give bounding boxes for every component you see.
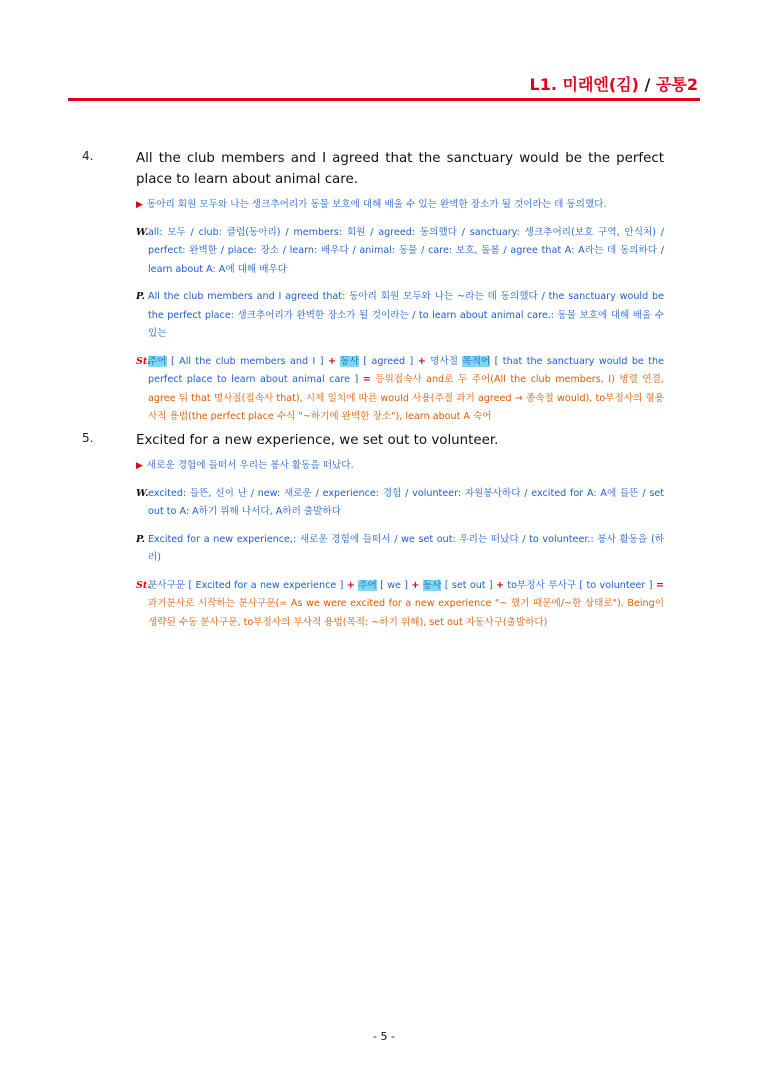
sentence-item-4 [82, 148, 664, 427]
triangle-bullet-icon: ▶ [136, 461, 143, 471]
structure-label-noun-clause: 명사절 [430, 355, 458, 367]
phrases-section [136, 531, 664, 568]
header-separator: / [644, 75, 651, 94]
structure-label-subject: 주어 [358, 579, 377, 591]
words-section [136, 485, 664, 522]
translation-text: 동아리 회원 모두와 나는 생크추어리가 동물 보호에 대해 배울 수 있는 완벽한 장소가 될 것이라는 데 동의했다. [146, 199, 607, 210]
phrases-text: All the club members and I agreed that: 동아리 회원 모두와 나는 ~라는 데 동의했다 / the sanctuary would be the perfect place: 생크추어리가 완벽한 장소가 될 것이라는 / to learn about animal care.: 동물 보호에 대해 배울 수 있는 [148, 291, 664, 339]
english-sentence: All the club members and I agreed that the sanctuary would be the perfect place to learn about animal care. [136, 151, 664, 187]
structure-explanation: 과거분사로 시작하는 분사구문(= As we were excited for a new experience "~ 했기 때문에/~한 상태로"). Being이 생략된 수동 분사구문, to부정사의 부사적 용법(목적: ~하기 위해), set out 자동사구(출발하다) [148, 598, 664, 628]
page-header [530, 72, 698, 95]
structure-bracket: [ agreed ] [363, 355, 414, 367]
words-text: excited: 들뜬, 신이 난 / new: 새로운 / experience: 경험 / volunteer: 자원봉사하다 / excited for A: A에 들뜬 / set out to A: A하기 위해 나서다, A하러 출발하다 [148, 487, 664, 517]
structure-label-subject: 주어 [148, 355, 167, 367]
words-text: all: 모두 / club: 클럽(동아리) / members: 회원 / agreed: 동의했다 / sanctuary: 생크추어리(보호 구역, 안식처) / perfect: 완벽한 / place: 장소 / learn: 배우다 / animal: 동물 / care: 보호, 돌봄 / agree that A: A라는 데 동의하다 / learn about A: A에 대해 배우다 [148, 226, 664, 275]
structure-bracket: [ Excited for a new experience ] [188, 579, 344, 591]
phrases-section [136, 288, 664, 344]
structure-label-object: 목적어 [462, 355, 491, 367]
words-tag: W. [136, 226, 149, 238]
structure-tag: St. [136, 579, 151, 591]
structure-bracket: [ set out ] [444, 579, 493, 591]
plus-sign: + [417, 355, 426, 367]
translation [136, 457, 664, 476]
phrases-tag: P. [136, 291, 145, 302]
words-tag: W. [136, 487, 149, 499]
structure-bracket: [ All the club members and I ] [170, 355, 324, 367]
lesson-number: L1. [529, 75, 557, 94]
translation [136, 196, 664, 215]
plus-sign: + [411, 579, 420, 591]
structure-section [136, 577, 664, 633]
translation-text: 새로운 경험에 들떠서 우리는 봉사 활동을 떠났다. [146, 460, 354, 471]
structure-bracket: [ we ] [380, 579, 409, 591]
structure-bracket: [ that the sanctuary would be the perfect place to learn about animal care ] [148, 355, 664, 385]
plus-sign: + [496, 579, 505, 591]
structure-explanation: 등위접속사 and로 두 주어(All the club members, I) 병렬 연결, agree 뒤 that 명사절(접속사 that), 시제 일치에 따른 would 사용(주절 과거 agreed → 종속절 would), to부정사의 형용사적 용법(the perfect place 수식 "~하기에 완벽한 장소"), learn about A 숙어 [148, 374, 664, 422]
phrases-tag: P. [136, 533, 145, 545]
page-number: - 5 - [373, 1030, 395, 1043]
sentence-item-5 [82, 430, 664, 632]
structure-label-participle: 분사구문 [148, 579, 186, 591]
structure-label-verb: 동사 [340, 355, 359, 367]
triangle-bullet-icon: ▶ [136, 200, 143, 210]
header-rule [68, 98, 700, 101]
item-number: 5. [82, 431, 94, 445]
structure-section [136, 353, 664, 427]
words-section [136, 224, 664, 280]
equals-sign: = [362, 374, 371, 385]
structure-label-verb: 동사 [422, 579, 442, 591]
publisher-name: 미래엔(김) [562, 75, 639, 94]
item-number: 4. [82, 149, 94, 163]
plus-sign: + [346, 579, 355, 591]
structure-bracket: [ to volunteer ] [579, 579, 653, 591]
phrases-text: Excited for a new experience,: 새로운 경험에 들떠서 / we set out: 우리는 떠났다 / to volunteer.: 봉사 활동을 (하러) [148, 533, 664, 563]
structure-label-adverb-phrase: to부정사 부사구 [507, 579, 577, 591]
equals-sign: = [655, 579, 664, 591]
header-category: 공통2 [655, 75, 698, 94]
structure-tag: St. [136, 355, 151, 367]
english-sentence: Excited for a new experience, we set out to volunteer. [136, 433, 499, 448]
plus-sign: + [327, 355, 336, 367]
